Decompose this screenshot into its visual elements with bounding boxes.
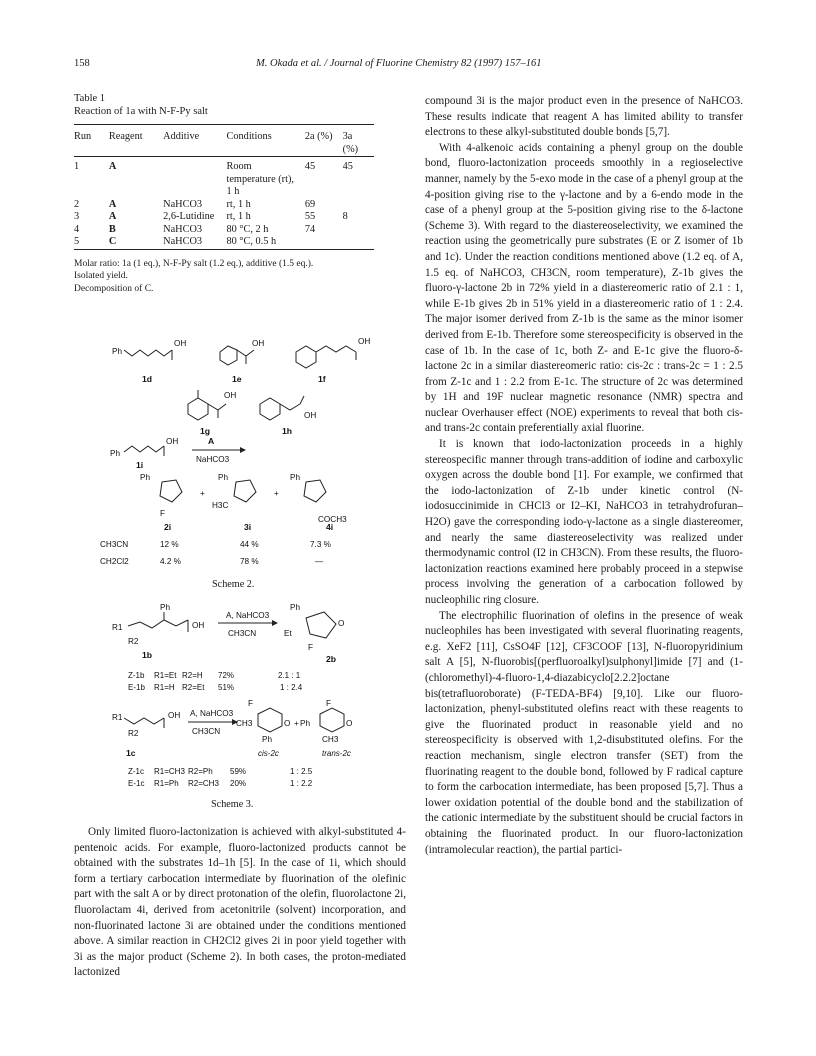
table-cell: 2 — [74, 198, 80, 210]
table-cell: 4 — [74, 223, 80, 235]
table-cell: NaHCO3 — [163, 198, 203, 210]
table-cell — [163, 161, 226, 199]
base-label: NaHCO3 — [196, 455, 230, 464]
th-run: Run — [74, 131, 92, 142]
structure-cis-2c — [236, 699, 299, 758]
svg-text:—: — — [315, 557, 324, 566]
reaction-arrow-row2 — [188, 709, 238, 736]
svg-text:R2: R2 — [128, 637, 139, 646]
svg-text:78 %: 78 % — [240, 557, 259, 566]
structure-4i — [290, 473, 347, 532]
table-cell: 45 — [342, 161, 353, 172]
compound-label: 1f — [318, 374, 326, 384]
svg-text:OH: OH — [304, 411, 317, 420]
svg-text:R2: R2 — [128, 729, 139, 738]
table-cell: 45 — [304, 161, 316, 172]
table-cell: rt, 1 h — [226, 211, 251, 222]
structure-1d — [112, 339, 186, 384]
structure-2i — [140, 473, 205, 532]
svg-text:R1: R1 — [112, 623, 123, 632]
compound-label: 4i — [326, 522, 334, 532]
reaction-arrow-row1 — [218, 611, 278, 638]
right-paragraph-3: It is known that iodo-lactonization proceeds in a highly stereospecific manner through trans-addition of iodine and carboxylic oxygen across the double bond [1]. For example, we confirmed that the iodo-lactonization of Z-1b under kinetic control (N-iodosuccinimide in CHCl3 or I2–KI, NaHCO3 in tetrahydrofuran–H2O) gave the corresponding iodo-γ-lactone as a single diastereomer, and nearly the same diastereoselectivity was realized under thermodynamic control (I2 in CH3CN). From these results, the fluoro-lactonization reactions examined here probably proceed in a stepwise process involving the generation of a carbocation followed by nucleophilic ring closure. — [425, 438, 743, 606]
svg-text:F: F — [248, 699, 254, 708]
table-cell: NaHCO3 — [163, 223, 203, 235]
table-header-row — [74, 131, 374, 157]
structure-1e — [220, 339, 264, 384]
svg-text:E-1c: E-1c — [128, 779, 145, 788]
structure-3i — [212, 473, 279, 532]
compound-label: 1g — [200, 426, 211, 436]
running-title: M. Okada et al. / Journal of Fluorine Chemistry 82 (1997) 157–161 — [256, 58, 542, 69]
compound-label: 1c — [126, 748, 136, 758]
table-footnote-b: Isolated yield. — [74, 271, 128, 281]
svg-text:Ph: Ph — [262, 735, 273, 744]
table-row — [74, 224, 374, 237]
svg-text:E-1b: E-1b — [128, 683, 145, 692]
table-cell: 1 — [74, 161, 80, 172]
table-caption: Reaction of 1a with N-F-Py salt — [74, 106, 208, 117]
structure-1f — [296, 337, 370, 384]
scheme-2-caption: Scheme 2. — [212, 579, 255, 590]
svg-text:Ph: Ph — [290, 603, 301, 612]
table-cell: Room temperature (rt), 1 h — [226, 161, 294, 197]
table-cell: 80 °C, 2 h — [226, 223, 269, 235]
svg-text:+: + — [274, 489, 279, 498]
svg-text:51%: 51% — [218, 683, 235, 692]
structure-1h — [260, 396, 316, 436]
table-cell: A — [108, 211, 117, 222]
svg-text:12 %: 12 % — [160, 540, 179, 549]
svg-text:Ph: Ph — [300, 719, 311, 728]
right-paragraph-2: With 4-alkenoic acids containing a phenyl group on the double bond, fluoro-lactonization proceeds smoothly in a regioselective manner, namely by the 5-exo mode in the case of a phenyl group at the 4-position giving rise to the γ-lactone and by a 6-endo mode in the case of a phenyl group at the 5-position giving rise to the δ-lactone (Scheme 3). With regard to the diastereoselectivity, we examined the reaction using the geometrically pure substrates (E or Z isomer of 1b and 1c). Under the reaction conditions mentioned above (1.2 eq. of A, 1.5 eq. of NaHCO3, CH3CN, room temperature), Z-1b gives the fluoro-γ-lactone 2b in 72% yield in a diastereomeric ratio of 2.1 : 1, while E-1b gives 2b in 51% yield in a diastereomeric ratio of 1 : 2.4. The major isomer derived from Z-1b is the same as the minor isomer derived from E-1b. Therefore some stereospecificity is observed in the case of 1b. In the case of 1c, both Z- and E-1c give the fluoro-δ-lactone 2c in a similar diastereomeric ratio: cis-2c : trans-2c = 1 : 2.5 from Z-1c and 1 : 2.2 from E-1c. The structure of 2c was determined by 1H and 19F nuclear magnetic resonance (NMR) spectra and nuclear Overhauser effect (NOE) experiments to reveal that both cis- and trans-2c contain preferentially axial fluorine. — [425, 141, 743, 435]
th-2a: 2a (%) — [304, 131, 333, 142]
svg-text:A, NaHCO3: A, NaHCO3 — [226, 611, 270, 620]
right-paragraph-1: compound 3i is the major product even in the presence of NaHCO3. These results indicate that reagent A has limited ability to transfer electrons to these alkyl-substituted double bonds [5,7]. — [425, 95, 743, 139]
structure-1b — [112, 603, 204, 660]
svg-text:R1=CH3: R1=CH3 — [154, 767, 185, 776]
table-cell: 69 — [304, 198, 316, 210]
svg-text:72%: 72% — [218, 671, 235, 680]
right-column — [425, 94, 743, 858]
svg-text:Ph: Ph — [290, 473, 301, 482]
svg-text:R2=Et: R2=Et — [182, 683, 205, 692]
table-1 — [74, 92, 406, 295]
table-cell: rt, 1 h — [226, 198, 251, 210]
compound-label: 2i — [164, 522, 172, 532]
svg-text:R2=H: R2=H — [182, 671, 203, 680]
svg-text:Ph: Ph — [140, 473, 151, 482]
data-z-1c — [128, 767, 313, 776]
compound-label: trans-2c — [322, 749, 351, 758]
table-label: Table 1 — [74, 93, 106, 104]
th-additive: Additive — [163, 131, 200, 142]
svg-text:R1=Et: R1=Et — [154, 671, 177, 680]
svg-text:CH3CN: CH3CN — [192, 727, 221, 736]
reagent-label: A — [208, 436, 215, 446]
svg-text:H3C: H3C — [212, 501, 229, 510]
structure-1g — [188, 390, 236, 436]
svg-text:Ph: Ph — [160, 603, 171, 612]
table-cell: A — [108, 161, 117, 172]
svg-text:OH: OH — [252, 339, 265, 348]
svg-text:Ph: Ph — [110, 449, 121, 458]
svg-text:CH3: CH3 — [322, 735, 339, 744]
compound-label: 1b — [142, 650, 153, 660]
svg-text:OH: OH — [358, 337, 371, 346]
compound-label: 2b — [326, 654, 337, 664]
table-cell: 3 — [74, 211, 80, 222]
th-3a: 3a (%) — [342, 131, 359, 155]
svg-text:A, NaHCO3: A, NaHCO3 — [190, 709, 234, 718]
svg-text:2.1 : 1: 2.1 : 1 — [278, 671, 301, 680]
table-cell: 8 — [342, 211, 348, 222]
svg-text:1 : 2.5: 1 : 2.5 — [290, 767, 313, 776]
table-footnote-a: Molar ratio: 1a (1 eq.), N-F-Py salt (1.2 eq.), additive (1.5 eq.). — [74, 258, 314, 269]
table-cell — [305, 236, 343, 249]
svg-text:20%: 20% — [230, 779, 247, 788]
yield-row-ch3cn — [100, 540, 331, 549]
compound-label: 1e — [232, 374, 242, 384]
table-cell: NaHCO3 — [163, 236, 203, 247]
compound-label: 1h — [282, 426, 293, 436]
svg-text:O: O — [346, 719, 353, 728]
svg-text:7.3 %: 7.3 % — [310, 540, 331, 549]
structure-1i — [110, 436, 246, 470]
table-row — [74, 199, 374, 212]
table-footnote-c: Decomposition of C. — [74, 283, 154, 294]
th-conditions: Conditions — [226, 131, 272, 142]
svg-text:F: F — [308, 643, 314, 652]
svg-text:CH3CN: CH3CN — [228, 629, 257, 638]
table-cell: 55 — [304, 211, 316, 222]
svg-text:Z-1c: Z-1c — [128, 767, 144, 776]
scheme-3-structures — [108, 598, 378, 858]
table-cell — [343, 199, 374, 212]
compound-label: 1d — [142, 374, 153, 384]
compound-label: 1i — [136, 460, 144, 470]
svg-text:CH3CN: CH3CN — [100, 540, 129, 549]
compound-label: 3i — [244, 522, 252, 532]
svg-text:Z-1b: Z-1b — [128, 671, 145, 680]
table-cell: 2,6-Lutidine — [163, 211, 215, 222]
svg-text:R1=Ph: R1=Ph — [154, 779, 179, 788]
page-number: 158 — [74, 58, 90, 69]
svg-text:59%: 59% — [230, 767, 247, 776]
svg-text:R2=CH3: R2=CH3 — [188, 779, 219, 788]
svg-text:F: F — [160, 509, 166, 518]
th-reagent: Reagent — [108, 131, 143, 142]
svg-text:O: O — [284, 719, 291, 728]
data-z-1b — [128, 671, 301, 680]
right-paragraph-4: The electrophilic fluorination of olefins in the presence of weak nucleophiles has been investigated with several fluorinating reagents, e.g. XeF2 [11], CsSO4F [12], CF3COOF [13], N-fluoropyridinium salt A [5], N-fluorobis[(perfluoroalkyl)sulphonyl]imide [7] and (1-(chloromethyl)-4-fluoro-1,4-diazabicyclo[2.2.2]octane bis(tetrafluoroborate) (F-TEDA-BF4) [9,10]. Like our fluoro-lactonization, phenyl-substituted olefins react with these reagents to give the fluorinated product in reasonable yield and no stereospecificity is observed with 1,2-disubstituted olefins. For the reaction mechanism, single electron transfer (SET) from the fluorinating reagent to the double bond, followed by F radical capture to form the carbocation intermediate, has been proposed [5,7]. Thus a lower oxidation potential of the double bond and the stabilization of the cationic intermediate by the substituent should be crucial factors in obtaining the fluorinated product. In our fluoro-lactonization (intramolecular reaction), the partial partici- — [425, 609, 743, 856]
table-1-grid — [74, 124, 374, 258]
svg-text:CH2Cl2: CH2Cl2 — [100, 557, 129, 566]
svg-text:+: + — [200, 489, 205, 498]
left-body-paragraph: Only limited fluoro-lactonization is achieved with alkyl-substituted 4-pentenoic acids. For example, fluoro-lactonized products cannot be obtained with the substrates 1d–1h [5]. In the case of 1i, which should form a tertiary carbocation intermediate by fluorination of the olefinic part with the salt A or by direct protonation of the olefin, fluorolactone 2i, fluorolactam 4i, derived from acetonitrile (solvent) incorporation, and non-fluorinated lactone 3i are obtained under the conditions mentioned above. A similar reaction in CH2Cl2 gives 2i in poor yield together with 3i as the major product (Scheme 2). In both cases, the proton-mediated lactonized — [74, 826, 406, 979]
svg-text:R2=Ph: R2=Ph — [188, 767, 213, 776]
scheme-2-structures — [100, 332, 400, 572]
svg-text:44 %: 44 % — [240, 540, 259, 549]
svg-text:R1: R1 — [112, 713, 123, 722]
table-cell — [343, 236, 374, 249]
svg-text:OH: OH — [166, 437, 179, 446]
svg-text:R1=H: R1=H — [154, 683, 175, 692]
hydroxyl-label: OH — [174, 339, 187, 348]
table-cell: 80 °C, 0.5 h — [226, 236, 277, 247]
svg-text:1 : 2.4: 1 : 2.4 — [280, 683, 303, 692]
svg-text:CH3: CH3 — [236, 719, 253, 728]
svg-text:F: F — [326, 699, 332, 708]
svg-text:OH: OH — [192, 621, 205, 630]
table-row — [74, 211, 374, 224]
svg-text:OH: OH — [224, 391, 237, 400]
data-e-1b — [128, 683, 303, 692]
structure-1c — [112, 711, 180, 758]
svg-text:1 : 2.2: 1 : 2.2 — [290, 779, 313, 788]
compound-label: cis-2c — [258, 749, 279, 758]
svg-text:O: O — [338, 619, 345, 628]
structure-trans-2c — [300, 699, 352, 758]
table-cell — [343, 224, 374, 237]
svg-text:COCH3: COCH3 — [318, 515, 347, 524]
svg-text:Ph: Ph — [218, 473, 229, 482]
scheme-3-caption: Scheme 3. — [211, 799, 254, 810]
data-e-1c — [128, 779, 313, 788]
svg-text:4.2 %: 4.2 % — [160, 557, 181, 566]
table-row — [74, 236, 374, 249]
yield-row-ch2cl2 — [100, 557, 324, 566]
table-row — [74, 161, 374, 199]
svg-text:Et: Et — [284, 629, 292, 638]
table-cell: 74 — [304, 223, 316, 235]
svg-text:+: + — [294, 719, 299, 728]
phenyl-label: Ph — [112, 347, 123, 356]
table-cell: C — [108, 236, 117, 247]
svg-text:OH: OH — [168, 711, 181, 720]
structure-2b — [284, 603, 344, 664]
table-cell: B — [108, 223, 116, 235]
table-cell: A — [108, 198, 117, 210]
table-cell: 5 — [74, 236, 80, 247]
